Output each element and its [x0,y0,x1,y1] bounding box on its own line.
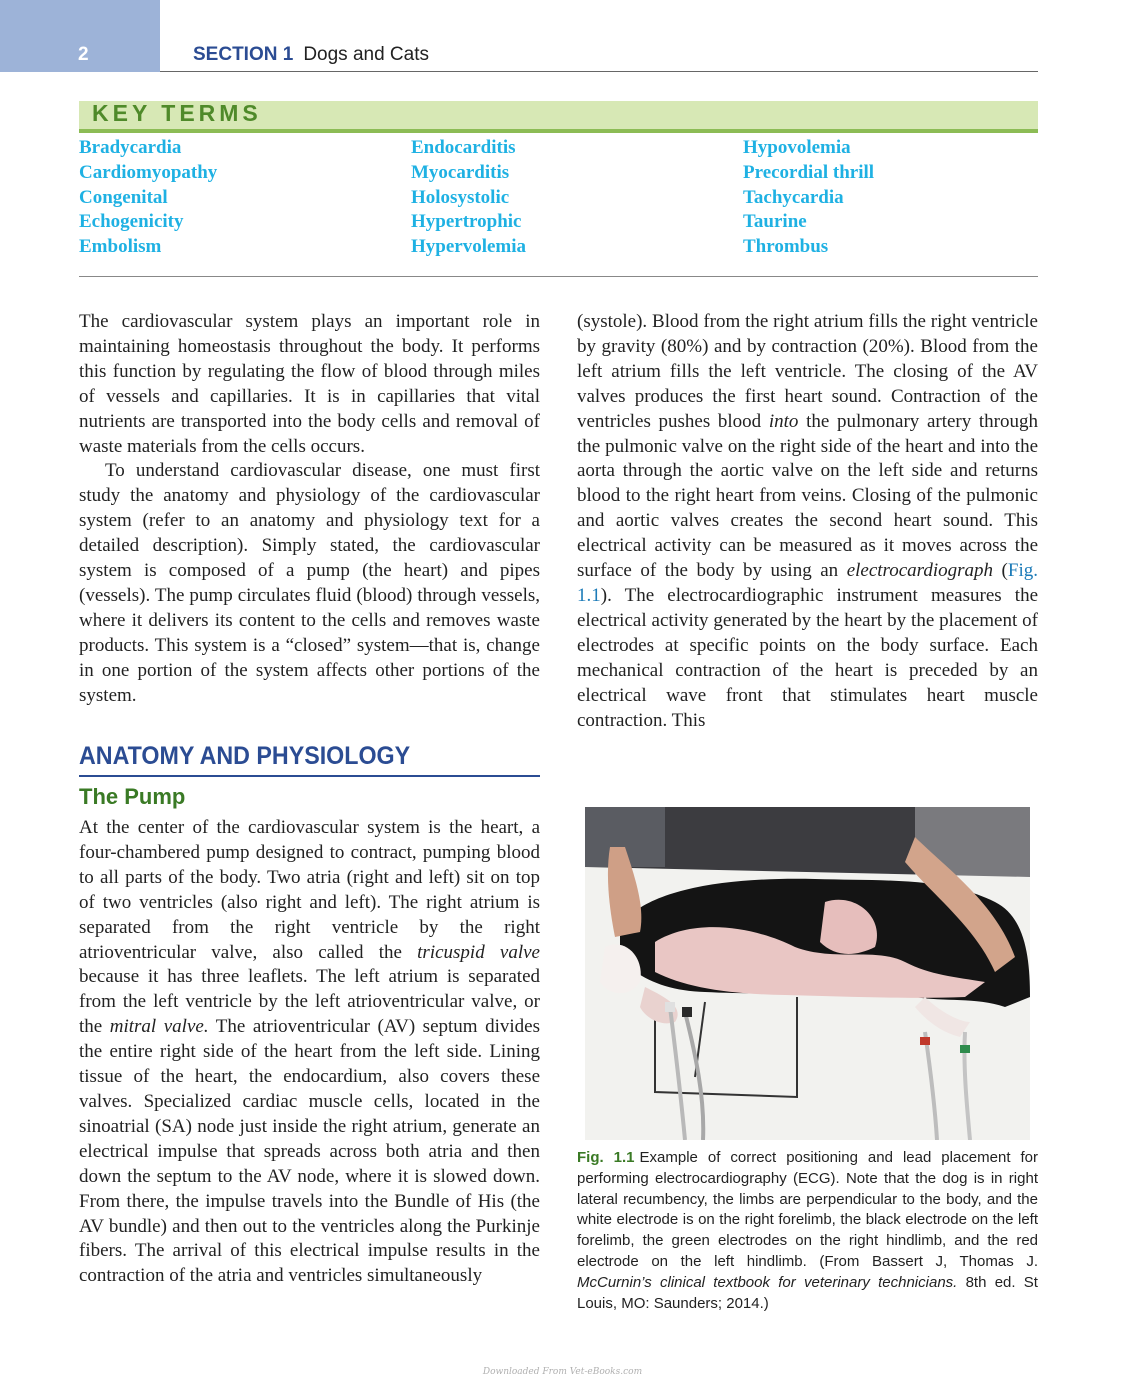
footer-watermark: Downloaded From Vet-eBooks.com [482,1367,643,1377]
page-number: 2 [78,44,89,65]
figure-label: Fig. 1.1 [577,1149,635,1166]
italic-term: electrocardiograph [846,560,994,582]
key-term[interactable]: Echogenicity [79,211,184,233]
right-column-text [577,310,1038,733]
key-term[interactable]: Precordial thrill [743,161,875,183]
italic-term: into [768,410,799,432]
italic-term: tricuspid valve [417,941,540,963]
key-term[interactable]: Hypertrophic [411,211,522,233]
body-paragraph: To understand cardiovascular disease, one must first study the anatomy and physiology of the cardiovascular system (refer to an anatomy and physiology text for a detailed description). Simply stated, the cardiovascular system is composed of a pump (the heart) and pipes (vessels). The pump circulates fluid (blood) through vessels, where it delivers its content to the cells and removes waste products. This system is a “closed” system—that is, change in one portion of the system affects other portions of the system. [79,460,540,706]
section-heading-rule [79,775,540,777]
subsection-heading: The Pump [79,784,186,809]
key-terms-title: KEY TERMS [92,100,262,126]
key-term[interactable]: Thrombus [743,236,829,258]
section-label: SECTION 1 [193,44,294,65]
key-term[interactable]: Taurine [743,211,807,233]
key-term[interactable]: Hypovolemia [743,137,851,158]
key-terms-rule [79,276,1038,277]
text-run: ). The electrocardiographic instrument measures the electrical activity generated by the heart by the placement of electrodes at specific points on the body surface. Each mechanical contraction of the heart is preceded by an electrical wave front that stimulates heart muscle contraction. This [577,584,1038,731]
caption-text: 8th ed. St Louis, MO: Saunders; 2014.) [577,1273,1038,1312]
text-run: The atrioventricular (AV) septum divides the entire right side of the heart from the left side. Lining tissue of the heart, the endocardium, also covers these valves. Specialized cardiac muscle cells, located in the sinoatrial (SA) node just inside the right atrium, generate an electrical impulse that spreads across both atria and then down the septum to the AV node, where it is slowed down. From there, the impulse travels into the Bundle of His (the AV bundle) and then out to the ventricles along the Purkinje fibers. The arrival of this electrical impulse results in the contraction of the atria and ventricles simultaneously [79,1016,540,1287]
key-term[interactable]: Holosystolic [411,186,510,208]
key-terms-column-3 [743,136,874,260]
key-term[interactable]: Cardiomyopathy [79,161,218,183]
running-head [193,44,429,66]
text-run: At the center of the cardiovascular system is the heart, a four-chambered pump designed to contract, pumping blood to all parts of the body. Two atria (right and left) sit on top of two ventricles (also right and left). The right atrium is separated from the right ventricle by the right atrioventricular valve, also called the [79,817,540,963]
key-term[interactable]: Endocarditis [411,137,516,158]
italic-term: mitral valve. [109,1016,209,1038]
left-column-intro [79,310,540,709]
body-paragraph [577,310,1038,733]
key-term[interactable]: Embolism [79,236,162,258]
header-rule [160,71,1038,72]
dog-ecg-illustration [585,807,1030,1140]
key-terms-column-2 [411,136,526,260]
figure-caption [577,1148,1038,1314]
left-column-pump [79,816,540,1289]
body-paragraph [79,816,540,1289]
section-title: Dogs and Cats [303,44,429,65]
caption-text: Example of correct positioning and lead placement for performing electrocardiography (ECG). Note that the dog is in right lateral recumbency, the limbs are perpendicular to the body, and the white electrode is on the right forelimb, the black electrode on the left forelimb, the green electrodes on the right hindlimb, and the red electrode on the left hindlimb. (From Bassert J, Thomas J. [577,1149,1038,1270]
key-term[interactable]: Hypervolemia [411,236,527,258]
figure-photo [585,807,1030,1140]
figure-reference-link[interactable]: Fig. 1.1 [577,560,1038,606]
key-term[interactable]: Tachycardia [743,186,844,208]
caption-book-title: McCurnin’s clinical textbook for veterinary technicians. [577,1273,958,1291]
key-term[interactable]: Myocarditis [411,161,510,183]
body-paragraph: The cardiovascular system plays an important role in maintaining homeostasis throughout the body. It performs this function by regulating the flow of blood through miles of vessels and capillaries. It is in capillaries that vital nutrients are transported into the body cells and removal of waste materials from the cells occurs. [79,311,540,457]
text-run: ( [993,560,1008,582]
key-term[interactable]: Bradycardia [79,137,182,158]
section-heading: ANATOMY AND PHYSIOLOGY [79,742,411,770]
text-run: because it has three leaflets. The left atrium is separated from the left ventricle by the left atrioventricular valve, or the [79,966,540,1038]
key-term[interactable]: Congenital [79,186,168,208]
text-run: the pulmonary artery through the pulmonic valve on the right side of the heart and into the aorta through the aortic valve on the left side and returns blood to the right heart from veins. Closing of the pulmonic and aortic valves creates the second heart sound. This electrical activity can be measured as it moves across the surface of the body by using an [577,410,1039,582]
key-terms-column-1 [79,136,217,260]
text-run: (systole). Blood from the right atrium fills the right ventricle by gravity (80%) and by contraction (20%). Blood from the left atrium fills the left ventricle. The closing of the AV valves produces the first heart sound. Contraction of the ventricles pushes blood [577,311,1038,432]
